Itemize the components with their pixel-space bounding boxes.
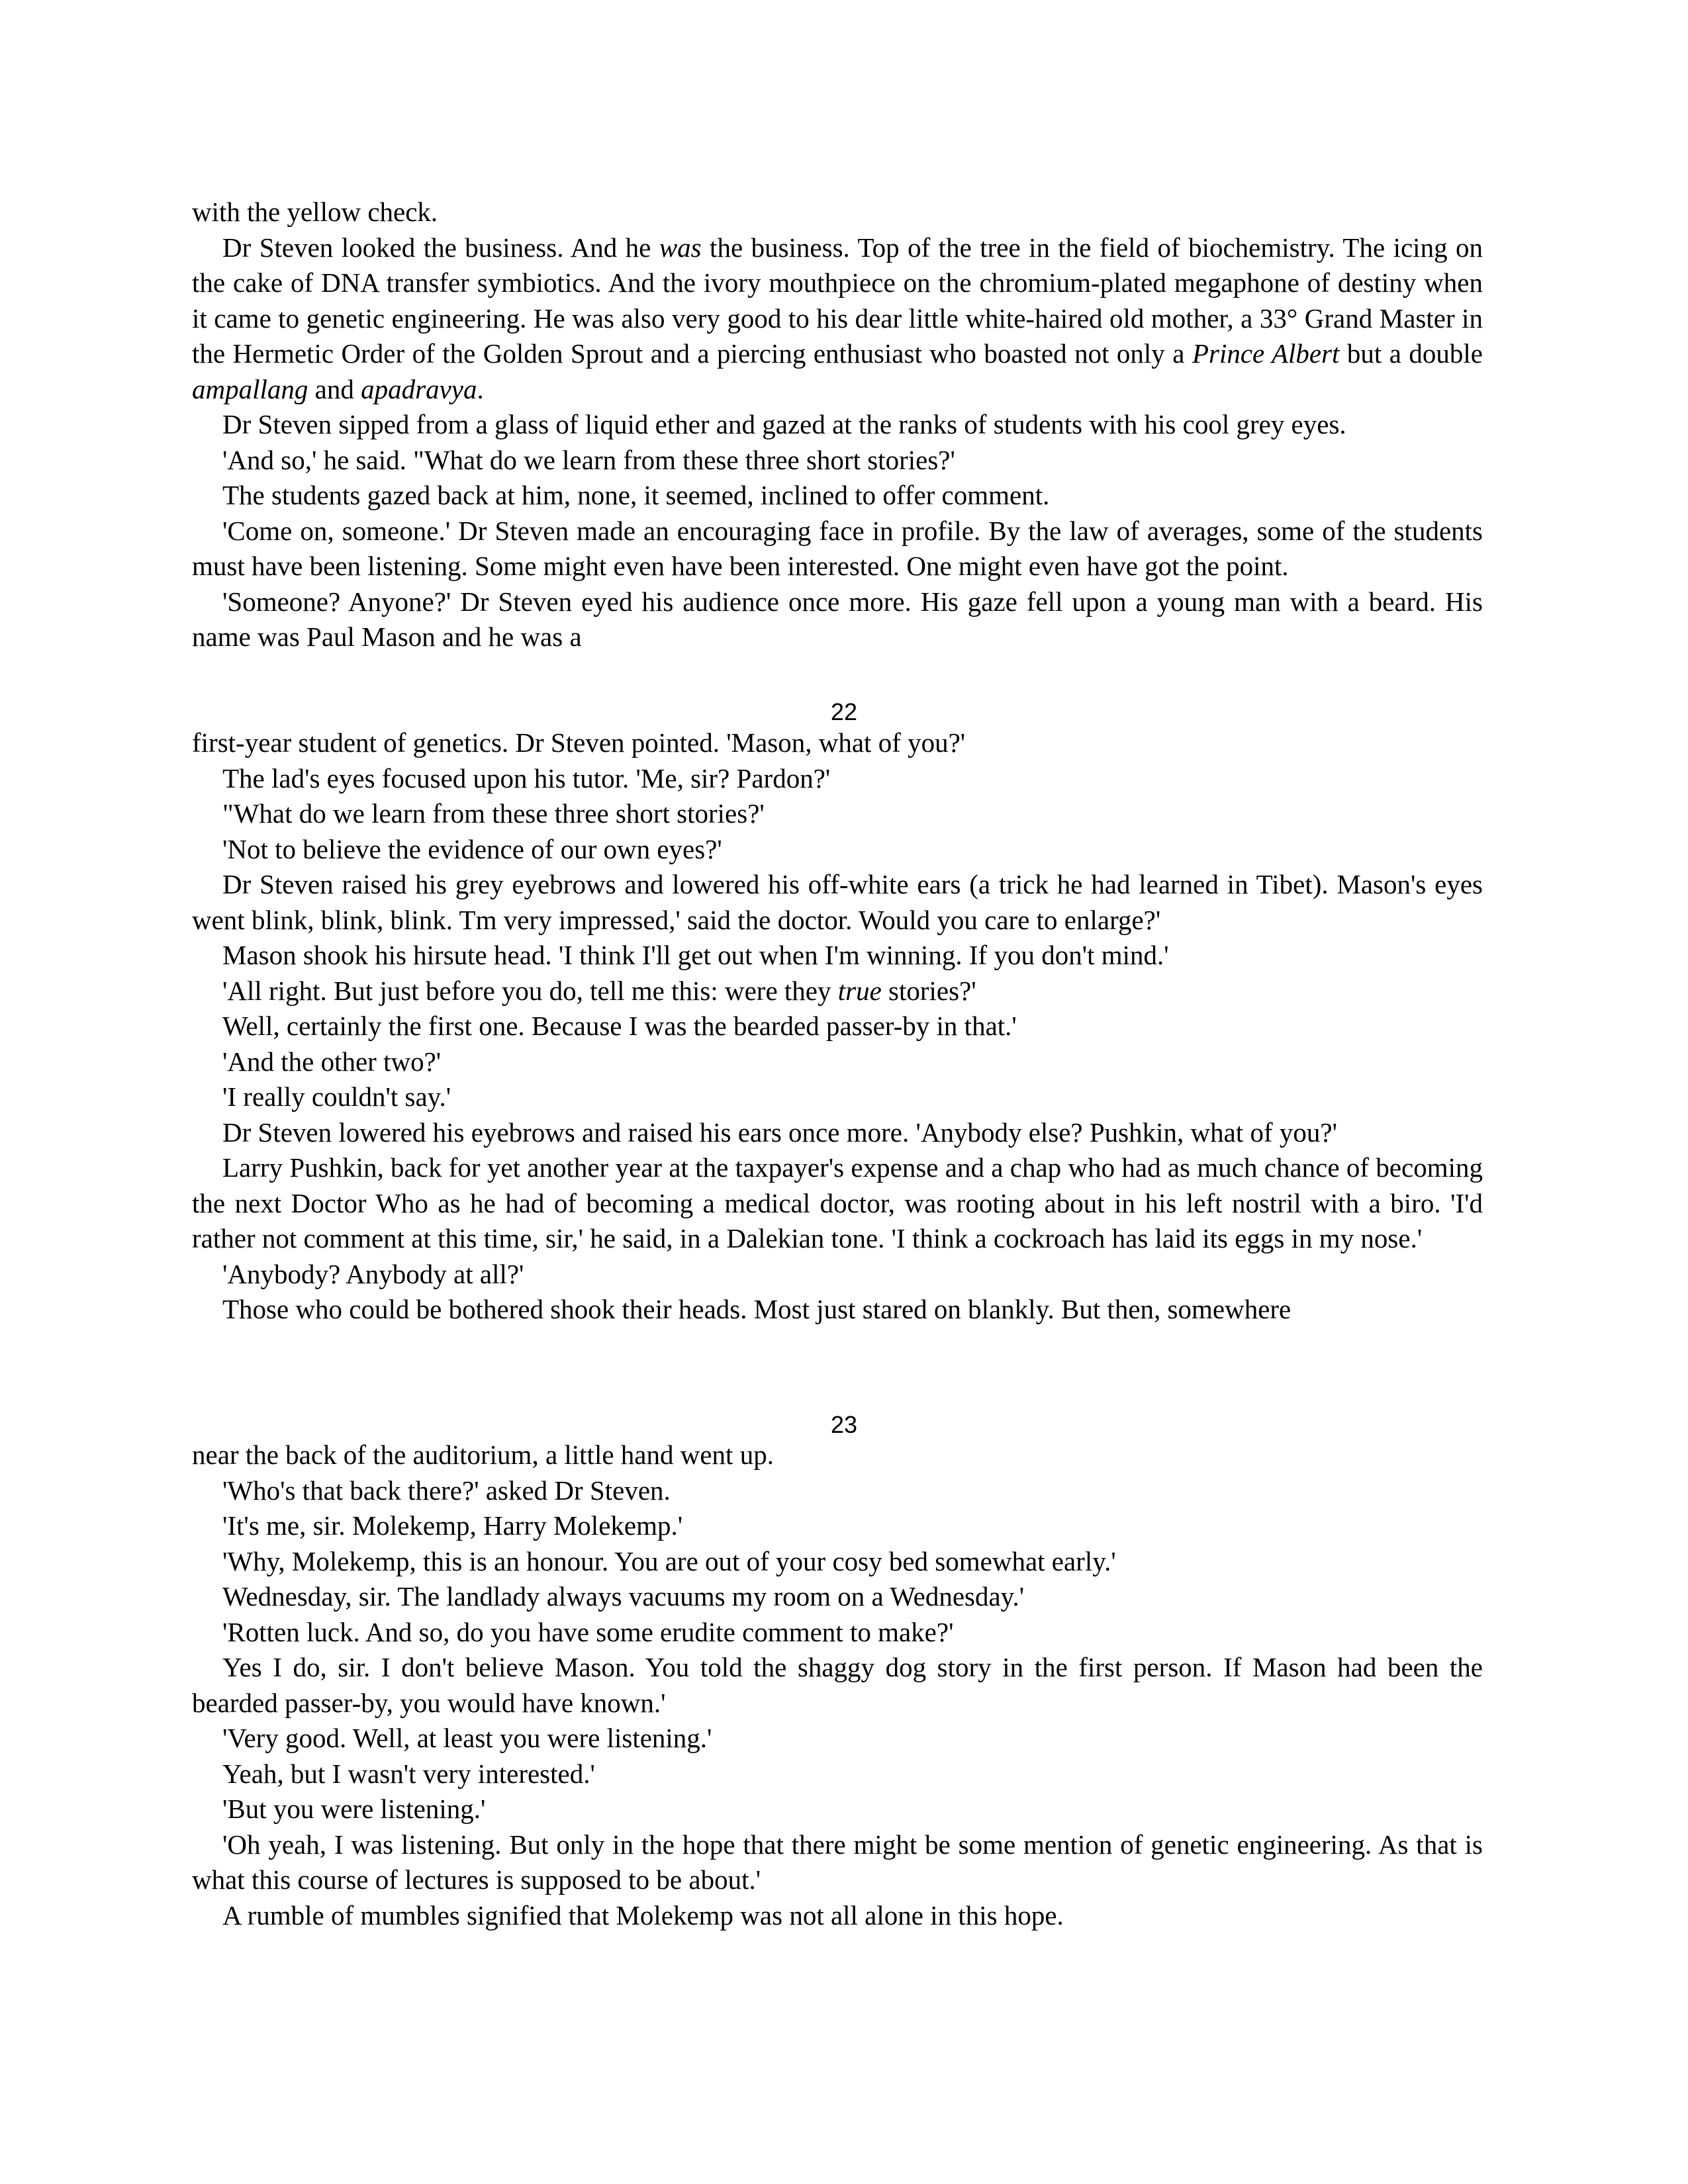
page-number: 23 — [830, 1411, 858, 1438]
paragraph: A rumble of mumbles signified that Molekemp was not all alone in this hope. — [222, 1899, 1064, 1931]
paragraph: 'And the other two?' — [222, 1046, 442, 1077]
paragraph: 'And so,' he said. "What do we learn from these three short stories?' — [222, 444, 955, 475]
paragraph: Those who could be bothered shook their heads. Most just stared on blankly. But then, somewhere — [222, 1294, 1291, 1324]
paragraph: Dr Steven looked the business. And he was the business. Top of the tree in the field of biochemistry. The icing on the cake of DNA transfer symbiotics. And the ivory mouthpiece on the chromium-plated megaphone of destiny when it came to genetic engineering. He was also very good to his dear little white-haired old mother, a 33° Grand Master in the Hermetic Order of the Golden Sprout and a piercing enthusiast who boasted not only a Prince Albert but a double ampallang and apadravya. — [192, 232, 1483, 404]
paragraph: near the back of the auditorium, a little hand went up. — [192, 1439, 774, 1470]
text-block-3 — [192, 1437, 1483, 1933]
paragraph: 'Anybody? Anybody at all?' — [222, 1258, 524, 1289]
paragraph: Wednesday, sir. The landlady always vacuums my room on a Wednesday.' — [222, 1581, 1025, 1612]
paragraph: 'All right. But just before you do, tell me this: were they true stories?' — [222, 975, 976, 1006]
paragraph: Dr Steven lowered his eyebrows and raised his ears once more. 'Anybody else? Pushkin, what of you?' — [222, 1116, 1337, 1148]
paragraph: 'Who's that back there?' asked Dr Steven. — [222, 1475, 671, 1506]
paragraph: 'Why, Molekemp, this is an honour. You are out of your cosy bed somewhat early.' — [222, 1545, 1116, 1576]
paragraph: The lad's eyes focused upon his tutor. 'Me, sir? Pardon?' — [222, 762, 831, 794]
paragraph: 'Oh yeah, I was listening. But only in the hope that there might be some mention of genetic engineering. As that is what this course of lectures is supposed to be about.' — [192, 1829, 1483, 1895]
paragraph: 'I really couldn't say.' — [222, 1081, 451, 1112]
paragraph: 'Very good. Well, at least you were listening.' — [222, 1723, 712, 1753]
paragraph: Yeah, but I wasn't very interested.' — [222, 1758, 595, 1789]
paragraph: 'But you were listening.' — [222, 1794, 486, 1824]
paragraph: Mason shook his hirsute head. 'I think I'll get out when I'm winning. If you don't mind.' — [222, 940, 1169, 970]
paragraph: "What do we learn from these three short stories?' — [222, 798, 765, 829]
paragraph: Dr Steven sipped from a glass of liquid ether and gazed at the ranks of students with his cool grey eyes. — [222, 409, 1346, 439]
paragraph: Larry Pushkin, back for yet another year at the taxpayer's expense and a chap who had as much chance of becoming the next Doctor Who as he had of becoming a medical doctor, was rooting about in his left nostril with a biro. 'I'd rather not comment at this time, sir,' he said, in a Dalekian tone. 'I think a cockroach has laid its eggs in my nose.' — [192, 1152, 1483, 1253]
text-block-2 — [192, 725, 1483, 1328]
page-number: 22 — [830, 698, 858, 725]
paragraph: Dr Steven raised his grey eyebrows and lowered his off-white ears (a trick he had learned in Tibet). Mason's eyes went blink, blink, blink. Tm very impressed,' said the doctor. Would you care to enlarge?' — [192, 869, 1483, 935]
paragraph: 'It's me, sir. Molekemp, Harry Molekemp.' — [222, 1510, 683, 1541]
paragraph: 'Someone? Anyone?' Dr Steven eyed his audience once more. His gaze fell upon a young man with a beard. His name was Paul Mason and he was a — [192, 586, 1483, 652]
paragraph: 'Rotten luck. And so, do you have some erudite comment to make?' — [222, 1616, 954, 1647]
paragraph: 'Not to believe the evidence of our own eyes?' — [222, 833, 722, 864]
paragraph: The students gazed back at him, none, it seemed, inclined to offer comment. — [222, 480, 1050, 510]
paragraph: 'Come on, someone.' Dr Steven made an encouraging face in profile. By the law of averages, some of the students must have been listening. Some might even have been interested. One might even have got the point. — [192, 515, 1483, 581]
paragraph: with the yellow check. — [192, 197, 438, 227]
paragraph: Yes I do, sir. I don't believe Mason. You told the shaggy dog story in the first person. If Mason had been the bearded passer-by, you would have known.' — [192, 1652, 1483, 1718]
paragraph: first-year student of genetics. Dr Steven pointed. 'Mason, what of you?' — [192, 727, 966, 758]
text-block-1 — [192, 195, 1483, 655]
paragraph: Well, certainly the first one. Because I was the bearded passer-by in that.' — [222, 1011, 1017, 1041]
